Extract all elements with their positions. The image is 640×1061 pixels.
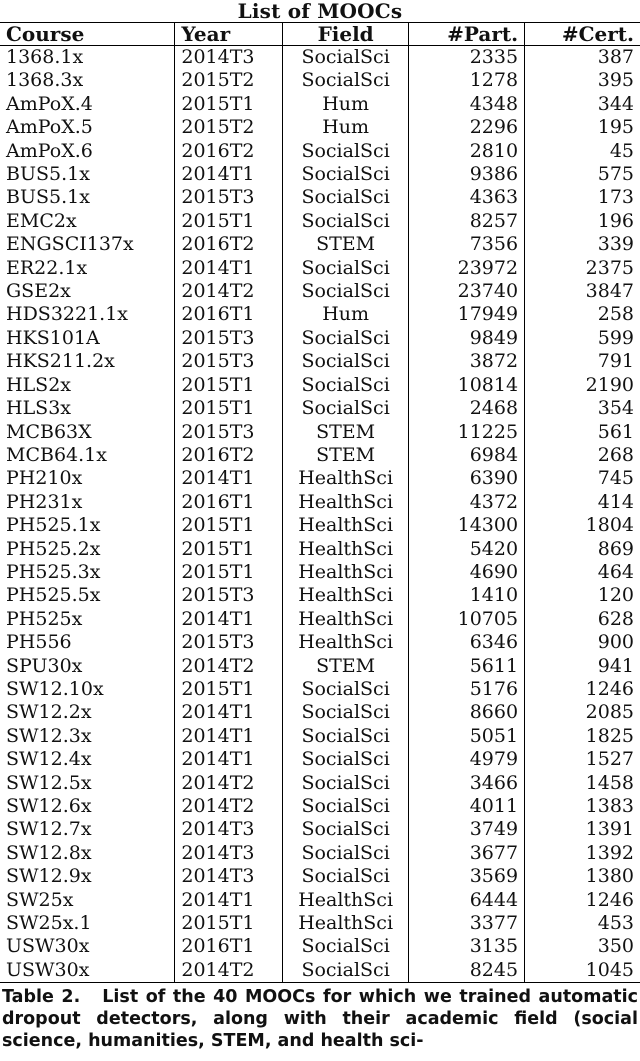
cell-participants: 10705 — [409, 608, 525, 631]
cell-participants: 7356 — [409, 233, 525, 256]
header-course: Course — [0, 23, 175, 46]
table-row — [0, 210, 640, 233]
table-row — [0, 748, 640, 771]
cell-year: 2015T3 — [175, 631, 283, 654]
cell-participants: 2335 — [409, 46, 525, 70]
table-row — [0, 772, 640, 795]
cell-field: HealthSci — [283, 561, 409, 584]
cell-certificates: 561 — [597, 420, 634, 443]
table-row — [0, 491, 640, 514]
cell-certificates: 464 — [597, 560, 634, 583]
cell-participants: 8245 — [409, 959, 525, 983]
cell-participants: 6390 — [409, 467, 525, 490]
header-certificates: #Cert. — [525, 23, 640, 46]
cell-participants: 8257 — [409, 210, 525, 233]
cell-field: SocialSci — [283, 163, 409, 186]
cell-participants: 3569 — [409, 865, 525, 888]
cell-year: 2014T1 — [175, 748, 283, 771]
table-row — [0, 374, 640, 397]
cell-participants: 5176 — [409, 678, 525, 701]
cell-field: SocialSci — [283, 46, 409, 70]
cell-course: BUS5.1x — [0, 186, 175, 209]
cell-course: EMC2x — [0, 210, 175, 233]
cell-certificates: 354 — [597, 397, 634, 420]
cell-certificates: 395 — [597, 69, 634, 92]
cell-year: 2014T3 — [175, 865, 283, 888]
cell-participants: 14300 — [409, 514, 525, 537]
cell-certificates: 2375 — [585, 256, 634, 279]
table-row — [0, 69, 640, 92]
cell-year: 2014T1 — [175, 701, 283, 724]
cell-course: HDS3221.1x — [0, 303, 175, 326]
cell-course: PH231x — [0, 491, 175, 514]
cell-participants: 2810 — [409, 140, 525, 163]
cell-year: 2015T1 — [175, 538, 283, 561]
cell-course: GSE2x — [0, 280, 175, 303]
cell-year: 2016T1 — [175, 303, 283, 326]
cell-certificates: 453 — [597, 912, 634, 935]
cell-field: SocialSci — [283, 959, 409, 983]
cell-certificates: 414 — [597, 490, 634, 513]
cell-certificates: 387 — [597, 46, 634, 68]
cell-participants: 4348 — [409, 93, 525, 116]
cell-field: HealthSci — [283, 538, 409, 561]
cell-certificates: 1825 — [585, 724, 634, 747]
cell-participants: 23740 — [409, 280, 525, 303]
table-caption — [0, 983, 640, 1052]
cell-certificates: 3847 — [585, 280, 634, 303]
cell-certificates: 268 — [597, 443, 634, 466]
cell-field: Hum — [283, 303, 409, 326]
cell-field: SocialSci — [283, 678, 409, 701]
table-row — [0, 608, 640, 631]
cell-participants: 1278 — [409, 69, 525, 92]
table-header — [0, 23, 640, 46]
cell-field: HealthSci — [283, 631, 409, 654]
cell-year: 2014T1 — [175, 163, 283, 186]
cell-year: 2015T3 — [175, 584, 283, 607]
cell-certificates: 344 — [597, 92, 634, 115]
cell-certificates: 1045 — [585, 958, 634, 981]
cell-field: SocialSci — [283, 701, 409, 724]
cell-field: Hum — [283, 116, 409, 139]
table-row — [0, 397, 640, 420]
cell-course: AmPoX.5 — [0, 116, 175, 139]
table-body — [0, 46, 640, 983]
header-year: Year — [175, 23, 283, 46]
cell-participants: 10814 — [409, 374, 525, 397]
cell-participants: 6444 — [409, 889, 525, 912]
cell-certificates: 196 — [597, 209, 634, 232]
cell-certificates: 1391 — [585, 818, 634, 841]
cell-certificates: 1246 — [585, 677, 634, 700]
cell-year: 2014T3 — [175, 818, 283, 841]
table-row — [0, 46, 640, 70]
table-row — [0, 257, 640, 280]
cell-field: HealthSci — [283, 467, 409, 490]
cell-course: USW30x — [0, 935, 175, 958]
table-row — [0, 233, 640, 256]
cell-certificates: 350 — [597, 935, 634, 958]
cell-course: MCB64.1x — [0, 444, 175, 467]
cell-participants: 9386 — [409, 163, 525, 186]
cell-certificates: 2190 — [585, 373, 634, 396]
table-row — [0, 818, 640, 841]
cell-participants: 4372 — [409, 491, 525, 514]
cell-year: 2015T1 — [175, 561, 283, 584]
cell-field: SocialSci — [283, 257, 409, 280]
table-row — [0, 93, 640, 116]
table-row — [0, 303, 640, 326]
cell-certificates: 575 — [597, 163, 634, 186]
cell-field: SocialSci — [283, 748, 409, 771]
cell-year: 2014T1 — [175, 257, 283, 280]
cell-year: 2014T1 — [175, 725, 283, 748]
cell-participants: 5420 — [409, 538, 525, 561]
cell-field: SocialSci — [283, 69, 409, 92]
cell-field: SocialSci — [283, 374, 409, 397]
cell-course: SW12.4x — [0, 748, 175, 771]
cell-certificates: 1458 — [585, 771, 634, 794]
table-row — [0, 725, 640, 748]
cell-year: 2015T2 — [175, 69, 283, 92]
cell-participants: 5051 — [409, 725, 525, 748]
cell-field: STEM — [283, 233, 409, 256]
cell-year: 2014T2 — [175, 280, 283, 303]
cell-participants: 3466 — [409, 772, 525, 795]
cell-certificates: 2085 — [585, 701, 634, 724]
cell-course: PH210x — [0, 467, 175, 490]
cell-participants: 3677 — [409, 842, 525, 865]
cell-year: 2015T3 — [175, 186, 283, 209]
cell-course: PH525x — [0, 608, 175, 631]
cell-participants: 8660 — [409, 701, 525, 724]
cell-field: SocialSci — [283, 350, 409, 373]
cell-course: SPU30x — [0, 655, 175, 678]
cell-certificates: 45 — [609, 139, 634, 162]
cell-field: STEM — [283, 421, 409, 444]
cell-participants: 2296 — [409, 116, 525, 139]
table-title: List of MOOCs — [237, 0, 403, 23]
cell-course: SW12.7x — [0, 818, 175, 841]
cell-year: 2015T3 — [175, 421, 283, 444]
cell-field: SocialSci — [283, 818, 409, 841]
cell-participants: 6346 — [409, 631, 525, 654]
cell-participants: 9849 — [409, 327, 525, 350]
cell-year: 2014T2 — [175, 795, 283, 818]
cell-course: SW12.2x — [0, 701, 175, 724]
table-row — [0, 421, 640, 444]
cell-certificates: 258 — [597, 303, 634, 326]
table-row — [0, 584, 640, 607]
cell-year: 2016T2 — [175, 233, 283, 256]
cell-year: 2015T1 — [175, 514, 283, 537]
cell-course: USW30x — [0, 959, 175, 983]
cell-year: 2015T1 — [175, 374, 283, 397]
cell-course: HKS101A — [0, 327, 175, 350]
table-row — [0, 678, 640, 701]
cell-field: SocialSci — [283, 865, 409, 888]
table-row — [0, 795, 640, 818]
table-row — [0, 912, 640, 935]
table-row — [0, 701, 640, 724]
cell-certificates: 900 — [597, 631, 634, 654]
cell-year: 2014T1 — [175, 889, 283, 912]
cell-course: ER22.1x — [0, 257, 175, 280]
cell-course: BUS5.1x — [0, 163, 175, 186]
cell-year: 2015T2 — [175, 116, 283, 139]
table-row — [0, 842, 640, 865]
cell-participants: 17949 — [409, 303, 525, 326]
table-row — [0, 865, 640, 888]
cell-year: 2015T1 — [175, 912, 283, 935]
cell-course: AmPoX.4 — [0, 93, 175, 116]
cell-year: 2014T3 — [175, 842, 283, 865]
cell-certificates: 173 — [597, 186, 634, 209]
cell-course: AmPoX.6 — [0, 140, 175, 163]
cell-field: SocialSci — [283, 842, 409, 865]
cell-year: 2015T1 — [175, 397, 283, 420]
cell-certificates: 1383 — [585, 795, 634, 817]
cell-participants: 4011 — [409, 795, 525, 818]
cell-course: PH525.1x — [0, 514, 175, 537]
header-participants: #Part. — [409, 23, 525, 46]
cell-year: 2015T1 — [175, 93, 283, 116]
cell-field: SocialSci — [283, 327, 409, 350]
cell-participants: 1410 — [409, 584, 525, 607]
cell-course: MCB63X — [0, 421, 175, 444]
cell-year: 2016T2 — [175, 140, 283, 163]
table-row — [0, 163, 640, 186]
cell-course: HKS211.2x — [0, 350, 175, 373]
table-row — [0, 327, 640, 350]
cell-year: 2015T3 — [175, 350, 283, 373]
cell-course: SW12.3x — [0, 725, 175, 748]
cell-participants: 5611 — [409, 655, 525, 678]
cell-participants: 4363 — [409, 186, 525, 209]
cell-year: 2014T2 — [175, 655, 283, 678]
cell-field: SocialSci — [283, 935, 409, 958]
cell-year: 2014T1 — [175, 608, 283, 631]
cell-course: SW12.10x — [0, 678, 175, 701]
cell-participants: 23972 — [409, 257, 525, 280]
cell-course: 1368.3x — [0, 69, 175, 92]
cell-participants: 3135 — [409, 935, 525, 958]
cell-participants: 2468 — [409, 397, 525, 420]
cell-field: HealthSci — [283, 584, 409, 607]
table-row — [0, 140, 640, 163]
table-row — [0, 280, 640, 303]
cell-certificates: 1392 — [585, 841, 634, 864]
cell-participants: 4690 — [409, 561, 525, 584]
cell-certificates: 1246 — [585, 888, 634, 911]
cell-field: SocialSci — [283, 186, 409, 209]
cell-course: HLS3x — [0, 397, 175, 420]
table-row — [0, 116, 640, 139]
cell-course: 1368.1x — [0, 46, 175, 70]
cell-certificates: 1804 — [585, 514, 634, 537]
cell-field: STEM — [283, 444, 409, 467]
cell-course: SW12.5x — [0, 772, 175, 795]
header-field: Field — [283, 23, 409, 46]
cell-certificates: 628 — [597, 607, 634, 630]
table-row — [0, 655, 640, 678]
cell-field: SocialSci — [283, 772, 409, 795]
cell-course: SW12.8x — [0, 842, 175, 865]
cell-field: Hum — [283, 93, 409, 116]
cell-certificates: 120 — [597, 584, 634, 607]
cell-participants: 6984 — [409, 444, 525, 467]
cell-certificates: 599 — [597, 326, 634, 349]
cell-certificates: 941 — [597, 654, 634, 677]
cell-course: SW12.9x — [0, 865, 175, 888]
cell-course: PH525.2x — [0, 538, 175, 561]
cell-field: HealthSci — [283, 889, 409, 912]
cell-field: SocialSci — [283, 725, 409, 748]
cell-year: 2016T2 — [175, 444, 283, 467]
cell-course: SW25x — [0, 889, 175, 912]
table-row — [0, 350, 640, 373]
cell-field: SocialSci — [283, 795, 409, 818]
table-row — [0, 467, 640, 490]
cell-field: SocialSci — [283, 397, 409, 420]
cell-field: SocialSci — [283, 210, 409, 233]
cell-year: 2014T1 — [175, 467, 283, 490]
table-row — [0, 959, 640, 983]
table-row — [0, 538, 640, 561]
cell-year: 2014T2 — [175, 959, 283, 983]
cell-certificates: 791 — [597, 350, 634, 373]
table-row — [0, 889, 640, 912]
cell-field: SocialSci — [283, 280, 409, 303]
cell-certificates: 745 — [597, 467, 634, 490]
table-row — [0, 631, 640, 654]
cell-certificates: 195 — [597, 116, 634, 139]
cell-course: ENGSCI137x — [0, 233, 175, 256]
cell-course: PH525.5x — [0, 584, 175, 607]
cell-participants: 4979 — [409, 748, 525, 771]
cell-certificates: 869 — [597, 537, 634, 560]
cell-course: SW25x.1 — [0, 912, 175, 935]
cell-participants: 3749 — [409, 818, 525, 841]
caption-text: List of the 40 MOOCs for which we trained automatic dropout detectors, along with their academic field (social science, humanities, STEM, and health sci- — [2, 987, 638, 1052]
table-row — [0, 514, 640, 537]
cell-field: STEM — [283, 655, 409, 678]
table-row — [0, 444, 640, 467]
cell-participants: 3377 — [409, 912, 525, 935]
table-row — [0, 561, 640, 584]
cell-year: 2016T1 — [175, 491, 283, 514]
table-row — [0, 186, 640, 209]
cell-year: 2014T2 — [175, 772, 283, 795]
cell-year: 2015T1 — [175, 678, 283, 701]
cell-course: PH556 — [0, 631, 175, 654]
cell-certificates: 339 — [597, 233, 634, 256]
cell-year: 2015T3 — [175, 327, 283, 350]
cell-certificates: 1527 — [585, 748, 634, 771]
table-row — [0, 935, 640, 958]
cell-course: PH525.3x — [0, 561, 175, 584]
cell-field: SocialSci — [283, 140, 409, 163]
caption-label: Table 2. — [2, 987, 81, 1008]
mooc-table — [0, 22, 640, 983]
cell-participants: 3872 — [409, 350, 525, 373]
cell-year: 2014T3 — [175, 46, 283, 70]
header-row — [0, 23, 640, 46]
cell-course: HLS2x — [0, 374, 175, 397]
cell-year: 2015T1 — [175, 210, 283, 233]
cell-field: HealthSci — [283, 514, 409, 537]
cell-course: SW12.6x — [0, 795, 175, 818]
cell-field: HealthSci — [283, 491, 409, 514]
cell-field: HealthSci — [283, 608, 409, 631]
cell-year: 2016T1 — [175, 935, 283, 958]
cell-field: HealthSci — [283, 912, 409, 935]
cell-certificates: 1380 — [585, 865, 634, 888]
cell-participants: 11225 — [409, 421, 525, 444]
